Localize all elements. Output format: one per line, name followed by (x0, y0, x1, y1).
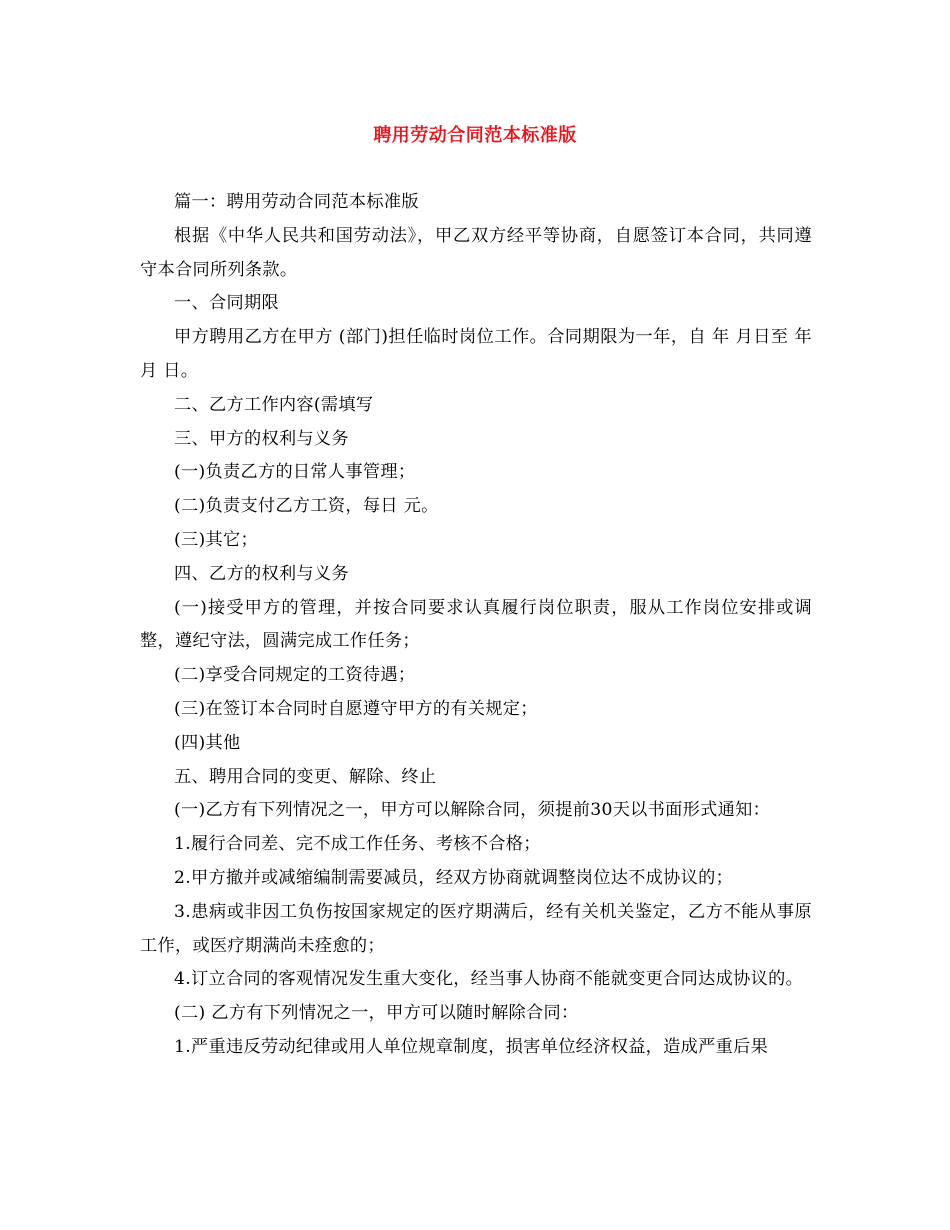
section-heading-contract-term: 一、合同期限 (174, 293, 279, 314)
section-heading-job-content: 二、乙方工作内容(需填写 (174, 394, 374, 415)
list-item: (一)乙方有下列情况之一，甲方可以解除合同，须提前30天以书面形式通知： (174, 800, 771, 821)
list-item: (二)享受合同规定的工资待遇； (174, 665, 416, 686)
list-item: 4.订立合同的客观情况发生重大变化，经当事人协商不能就变更合同达成协议的。 (174, 969, 804, 990)
list-item: (一)接受甲方的管理，并按合同要求认真履行岗位职责，服从工作岗位安排或调整，遵纪守法，圆满完成工作任务； (140, 597, 812, 652)
list-item: (三)其它； (174, 529, 258, 550)
section-heading-party-a-rights: 三、甲方的权利与义务 (174, 428, 349, 449)
section-heading-contract-change: 五、聘用合同的变更、解除、终止 (174, 766, 437, 787)
list-item: 1.履行合同差、完不成工作任务、考核不合格； (174, 834, 541, 855)
section-heading-party-b-rights: 四、乙方的权利与义务 (174, 563, 349, 584)
list-item: 1.严重违反劳动纪律或用人单位规章制度，损害单位经济权益，造成严重后果 (174, 1036, 769, 1057)
list-item: (三)在签订本合同时自愿遵守甲方的有关规定； (174, 698, 538, 719)
document-body (140, 186, 812, 1065)
list-item: 3.患病或非因工负伤按国家规定的医疗期满后，经有关机关鉴定，乙方不能从事原工作，或医疗期满尚未痊愈的； (140, 901, 812, 956)
list-item: (二)负责支付乙方工资，每日 元。 (174, 496, 439, 517)
paragraph-preamble: 根据《中华人民共和国劳动法》，甲乙双方经平等协商，自愿签订本合同，共同遵守本合同所列条款。 (140, 225, 812, 280)
list-item: (四)其他 (174, 732, 241, 753)
paragraph-intro-heading: 篇一：聘用劳动合同范本标准版 (174, 192, 419, 212)
list-item: (二) 乙方有下列情况之一，甲方可以随时解除合同： (174, 1003, 579, 1024)
paragraph-contract-term: 甲方聘用乙方在甲方 (部门)担任临时岗位工作。合同期限为一年，自 年 月日至 年 月 日。 (140, 327, 812, 381)
list-item: (一)负责乙方的日常人事管理； (174, 462, 416, 483)
list-item: 2.甲方撤并或减缩编制需要减员，经双方协商就调整岗位达不成协议的； (174, 867, 734, 888)
document-title: 聘用劳动合同范本标准版 (373, 125, 577, 146)
